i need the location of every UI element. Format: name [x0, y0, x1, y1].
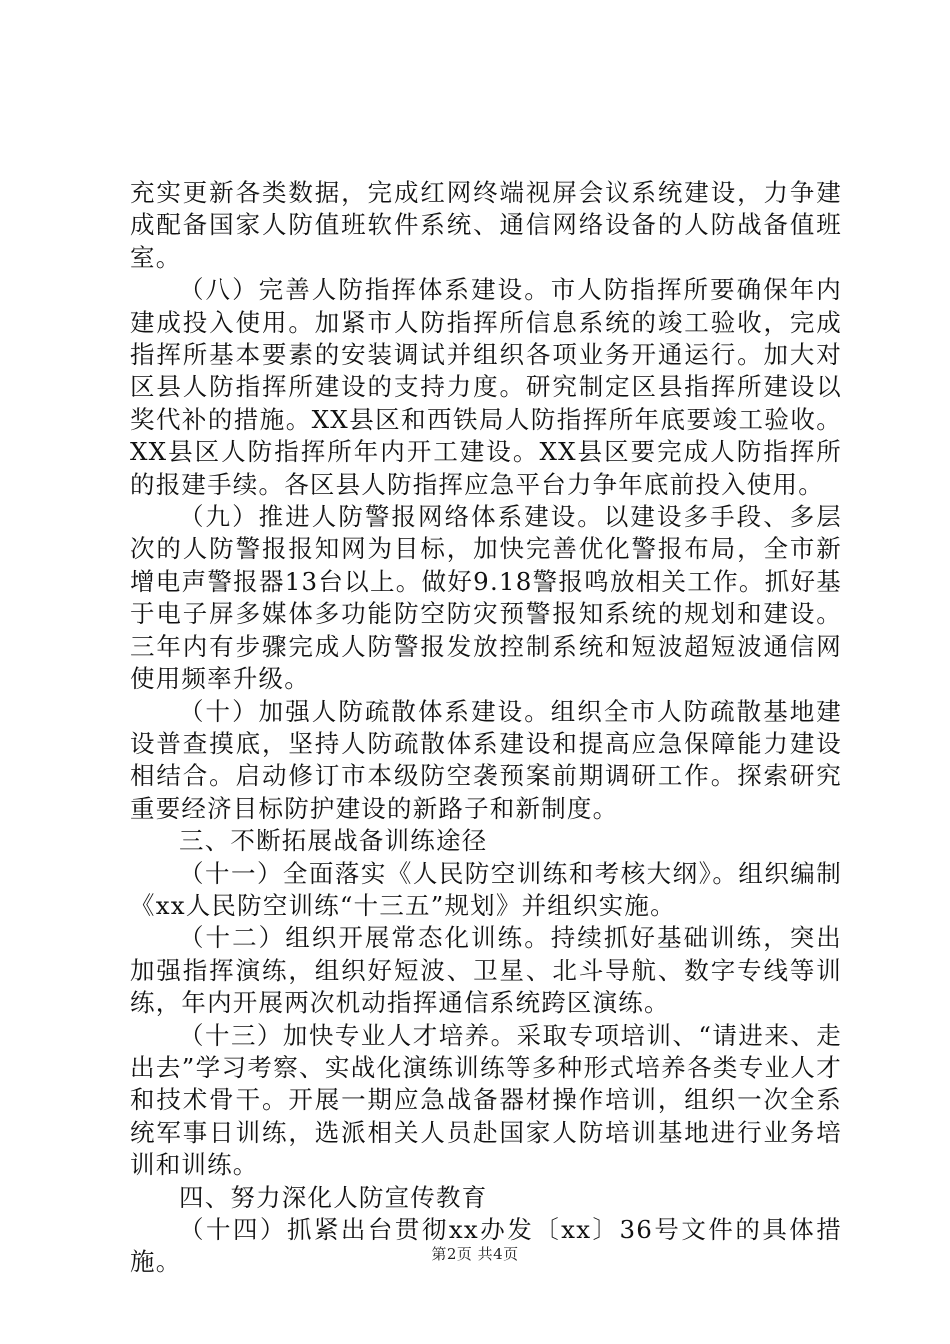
paragraph-item-10: （十）加强人防疏散体系建设。组织全市人防疏散基地建设普查摸底，坚持人防疏散体系建设和提高应急保障能力建设相结合。启动修订市本级防空袭预案前期调研工作。探索研究重要经济目标防护建设的新路子和新制度。 [130, 696, 842, 823]
paragraph-continuation: 充实更新各类数据，完成红网终端视屏会议系统建设，力争建成配备国家人防值班软件系统、通信网络设备的人防战备值班室。 [130, 178, 842, 272]
paragraph-item-11: （十一）全面落实《人民防空训练和考核大纲》。组织编制《xx人民防空训练“十三五”规划》并组织实施。 [130, 858, 842, 920]
paragraph-item-8: （八）完善人防指挥体系建设。市人防指挥所要确保年内建成投入使用。加紧市人防指挥所信息系统的竣工验收，完成指挥所基本要素的安装调试并组织各项业务开通运行。加大对区县人防指挥所建设的支持力度。研究制定区县指挥所建设以奖代补的措施。XX县区和西铁局人防指挥所年底要竣工验收。XX县区人防指挥所年内开工建设。XX县区要完成人防指挥所的报建手续。各区县人防指挥应急平台力争年底前投入使用。 [130, 275, 842, 499]
page-number-footer: 第2页 共4页 [431, 1245, 519, 1263]
section-heading-3: 三、不断拓展战备训练途径 [179, 826, 488, 856]
paragraph-item-12: （十二）组织开展常态化训练。持续抓好基础训练，突出加强指挥演练，组织好短波、卫星、北斗导航、数字专线等训练，年内开展两次机动指挥通信系统跨区演练。 [130, 923, 842, 1018]
document-body [130, 177, 842, 1279]
paragraph-item-13: （十三）加快专业人才培养。采取专项培训、“请进来、走出去”学习考察、实战化演练训练等多种形式培养各类专业人才和技术骨干。开展一期应急战备器材操作培训，组织一次全系统军事日训练，选派相关人员赴国家人防培训基地进行业务培训和训练。 [130, 1020, 842, 1180]
paragraph-item-9: （九）推进人防警报网络体系建设。以建设多手段、多层次的人防警报报知网为目标，加快完善优化警报布局，全市新增电声警报器13台以上。做好9.18警报鸣放相关工作。抓好基于电子屏多媒体多功能防空防灾预警报知系统的规划和建设。三年内有步骤完成人防警报发放控制系统和短波超短波通信网使用频率升级。 [130, 502, 842, 694]
section-heading-4: 四、努力深化人防宣传教育 [179, 1182, 488, 1212]
paragraph-item-14: （十四）抓紧出台贯彻xx办发〔xx〕36号文件的具体措施。 [130, 1215, 842, 1277]
